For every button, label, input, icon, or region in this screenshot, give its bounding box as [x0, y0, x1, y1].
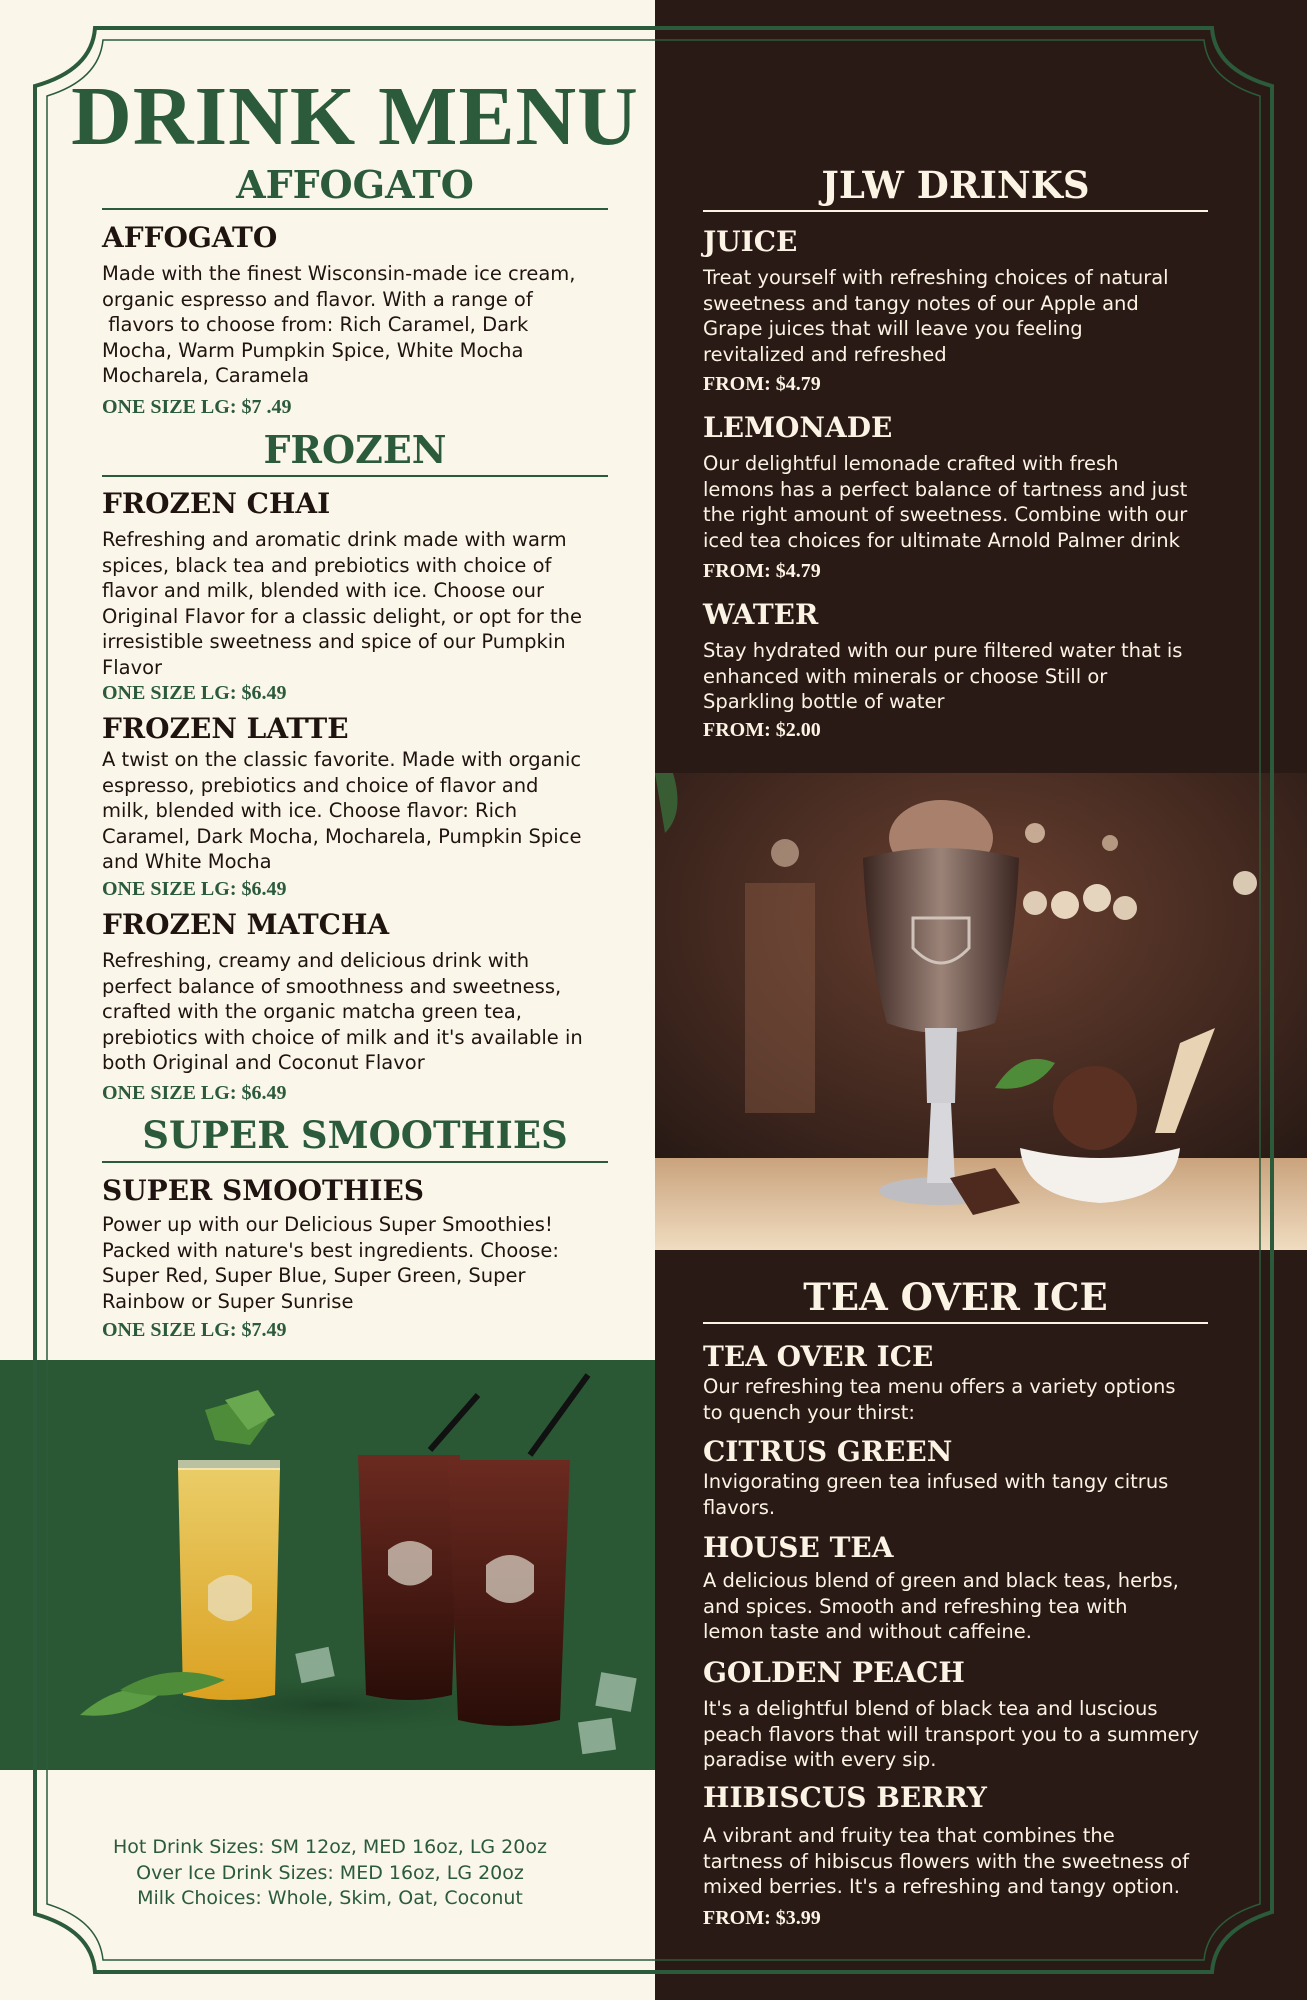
item-name-frozen-matcha: FROZEN MATCHA [102, 908, 390, 941]
item-name-hibiscus-berry: HIBISCUS BERRY [703, 1781, 987, 1814]
sizes-info [60, 1835, 600, 1912]
item-name-lemonade: LEMONADE [703, 411, 893, 444]
frozen-chocolate-drink-photo [655, 773, 1307, 1250]
item-price-tea-over-ice: FROM: $3.99 [703, 1907, 821, 1929]
desc-line: flavors. [703, 1495, 776, 1519]
desc-line: Sparkling bottle of water [703, 690, 945, 713]
item-name-affogato: AFFOGATO [102, 221, 278, 254]
desc-line: tartness of hibiscus flowers with the sweetness of [703, 1849, 1190, 1873]
desc-line: lemons has a perfect balance of tartness and just [703, 477, 1188, 501]
desc-line: Stay hydrated with our pure filtered water that is [703, 639, 1183, 662]
item-desc-frozen-matcha [102, 948, 583, 1076]
desc-line: Mocha, Warm Pumpkin Spice, White Mocha [102, 338, 524, 362]
desc-line: iced tea choices for ultimate Arnold Palmer drink [703, 528, 1180, 552]
iced-coffee-glass-right [448, 1375, 588, 1726]
section-divider [703, 210, 1208, 212]
desc-line: prebiotics with choice of milk and it's available in [102, 1025, 583, 1049]
item-desc-juice [703, 265, 1169, 367]
item-price-frozen-chai: ONE SIZE LG: $6.49 [102, 682, 287, 704]
desc-line: It's a delightful blend of black tea and luscious [703, 1697, 1158, 1720]
item-desc-house-tea [703, 1568, 1179, 1645]
item-desc-lemonade [703, 451, 1187, 553]
item-price-frozen-matcha: ONE SIZE LG: $6.49 [102, 1082, 287, 1104]
item-desc-affogato [102, 261, 575, 389]
desc-line: Made with the finest Wisconsin-made ice cream, [102, 262, 576, 285]
desc-line: Mocharela, Caramela [102, 364, 310, 387]
desc-line: revitalized and refreshed [703, 342, 947, 366]
desc-line: organic espresso and flavor. With a range of [102, 287, 533, 311]
section-heading-super-smoothies: SUPER SMOOTHIES [142, 1113, 568, 1157]
item-desc-frozen-chai [102, 527, 582, 680]
page-title: DRINK MENU [71, 70, 639, 163]
desc-line: paradise with every sip. [703, 1748, 937, 1771]
item-price-frozen-latte: ONE SIZE LG: $6.49 [102, 878, 287, 900]
desc-line: and White Mocha [102, 850, 272, 873]
item-name-golden-peach: GOLDEN PEACH [703, 1656, 965, 1689]
item-price-super-smoothies: ONE SIZE LG: $7.49 [102, 1319, 287, 1341]
item-price-juice: FROM: $4.79 [703, 373, 821, 395]
desc-line: A twist on the classic favorite. Made with organic [102, 748, 582, 771]
item-desc-super-smoothies [102, 1212, 559, 1314]
desc-line: enhanced with minerals or choose Still or [703, 664, 1108, 688]
desc-line: irresistible sweetness and spice of our Pumpkin [102, 630, 566, 653]
iced-drinks-image [0, 1360, 655, 1770]
item-desc-frozen-latte [102, 747, 581, 875]
desc-line: flavor and milk, blended with ice. Choose our [102, 579, 545, 602]
item-desc-water [703, 638, 1182, 715]
item-name-juice: JUICE [703, 225, 798, 258]
desc-line: and spices. Smooth and refreshing tea with [703, 1594, 1128, 1618]
desc-line: spices, black tea and prebiotics with choice of [102, 553, 552, 577]
desc-line: A vibrant and fruity tea that combines the [703, 1824, 1115, 1847]
desc-line: A delicious blend of green and black teas, herbs, [703, 1569, 1179, 1592]
desc-line: mixed berries. It's a refreshing and tangy option. [703, 1875, 1180, 1898]
iced-drinks-illustration [0, 1360, 655, 1770]
desc-line: to quench your thirst: [703, 1400, 916, 1424]
item-desc-golden-peach [703, 1696, 1199, 1773]
item-name-frozen-chai: FROZEN CHAI [102, 487, 331, 520]
section-divider [102, 1161, 608, 1163]
item-name-frozen-latte: FROZEN LATTE [102, 712, 349, 745]
section-heading-jlw-drinks: JLW DRINKS [821, 163, 1090, 207]
section-divider [102, 208, 608, 210]
desc-line: the right amount of sweetness. Combine with our [703, 503, 1188, 526]
desc-line: Caramel, Dark Mocha, Mocharela, Pumpkin Spice [102, 824, 582, 848]
lemon-tea-glass [178, 1390, 280, 1700]
item-name-citrus-green: CITRUS GREEN [703, 1435, 953, 1468]
desc-line: perfect balance of smoothness and sweetness, [102, 974, 562, 998]
item-name-water: WATER [703, 598, 819, 631]
sizes-over-ice: Over Ice Drink Sizes: MED 16oz, LG 20oz [136, 1861, 524, 1884]
desc-line: Original Flavor for a classic delight, or opt for the [102, 604, 582, 628]
desc-line: Power up with our Delicious Super Smoothies! [102, 1213, 553, 1236]
section-divider [102, 475, 608, 477]
desc-line: Rainbow or Super Sunrise [102, 1289, 354, 1313]
desc-line: Refreshing and aromatic drink made with warm [102, 528, 567, 551]
item-price-water: FROM: $2.00 [703, 719, 821, 741]
desc-line: Refreshing, creamy and delicious drink with [102, 949, 530, 972]
desc-line: Treat yourself with refreshing choices of natural [703, 266, 1169, 289]
desc-line: espresso, prebiotics and choice of flavor and [102, 773, 539, 797]
desc-line: lemon taste and without caffeine. [703, 1620, 1032, 1643]
item-name-house-tea: HOUSE TEA [703, 1531, 894, 1564]
desc-line: both Original and Coconut Flavor [102, 1051, 425, 1074]
desc-line: Grape juices that will leave you feeling [703, 317, 1083, 340]
milk-choices: Milk Choices: Whole, Skim, Oat, Coconut [137, 1887, 523, 1909]
desc-line: Super Red, Super Blue, Super Green, Super [102, 1264, 526, 1287]
section-divider [703, 1322, 1208, 1324]
item-name-tea-over-ice: TEA OVER ICE [703, 1340, 934, 1373]
desc-line: crafted with the organic matcha green tea, [102, 1000, 522, 1023]
desc-line: Invigorating green tea infused with tangy citrus [703, 1470, 1169, 1493]
desc-line: peach flavors that will transport you to a summery [703, 1722, 1200, 1746]
item-price-lemonade: FROM: $4.79 [703, 560, 821, 582]
desc-line: milk, blended with ice. Choose flavor: Rich [102, 799, 518, 822]
desc-line: flavors to choose from: Rich Caramel, Dark [102, 313, 529, 336]
desc-line: Our delightful lemonade crafted with fresh [703, 452, 1119, 475]
desc-line: Packed with nature's best ingredients. Choose: [102, 1238, 559, 1262]
desc-line: sweetness and tangy notes of our Apple and [703, 291, 1139, 315]
item-name-super-smoothies: SUPER SMOOTHIES [102, 1174, 424, 1207]
desc-line: Our refreshing tea menu offers a variety options [703, 1375, 1176, 1398]
item-desc-hibiscus-berry [703, 1823, 1189, 1900]
section-heading-frozen: FROZEN [263, 427, 447, 472]
desc-line: Flavor [102, 655, 163, 679]
section-heading-affogato: AFFOGATO [236, 162, 474, 207]
item-desc-citrus-green [703, 1469, 1168, 1520]
sizes-hot: Hot Drink Sizes: SM 12oz, MED 16oz, LG 20oz [113, 1836, 547, 1858]
item-desc-tea-over-ice [703, 1374, 1176, 1425]
section-heading-tea-over-ice: TEA OVER ICE [803, 1275, 1108, 1319]
item-price-affogato: ONE SIZE LG: $7 .49 [102, 396, 292, 418]
